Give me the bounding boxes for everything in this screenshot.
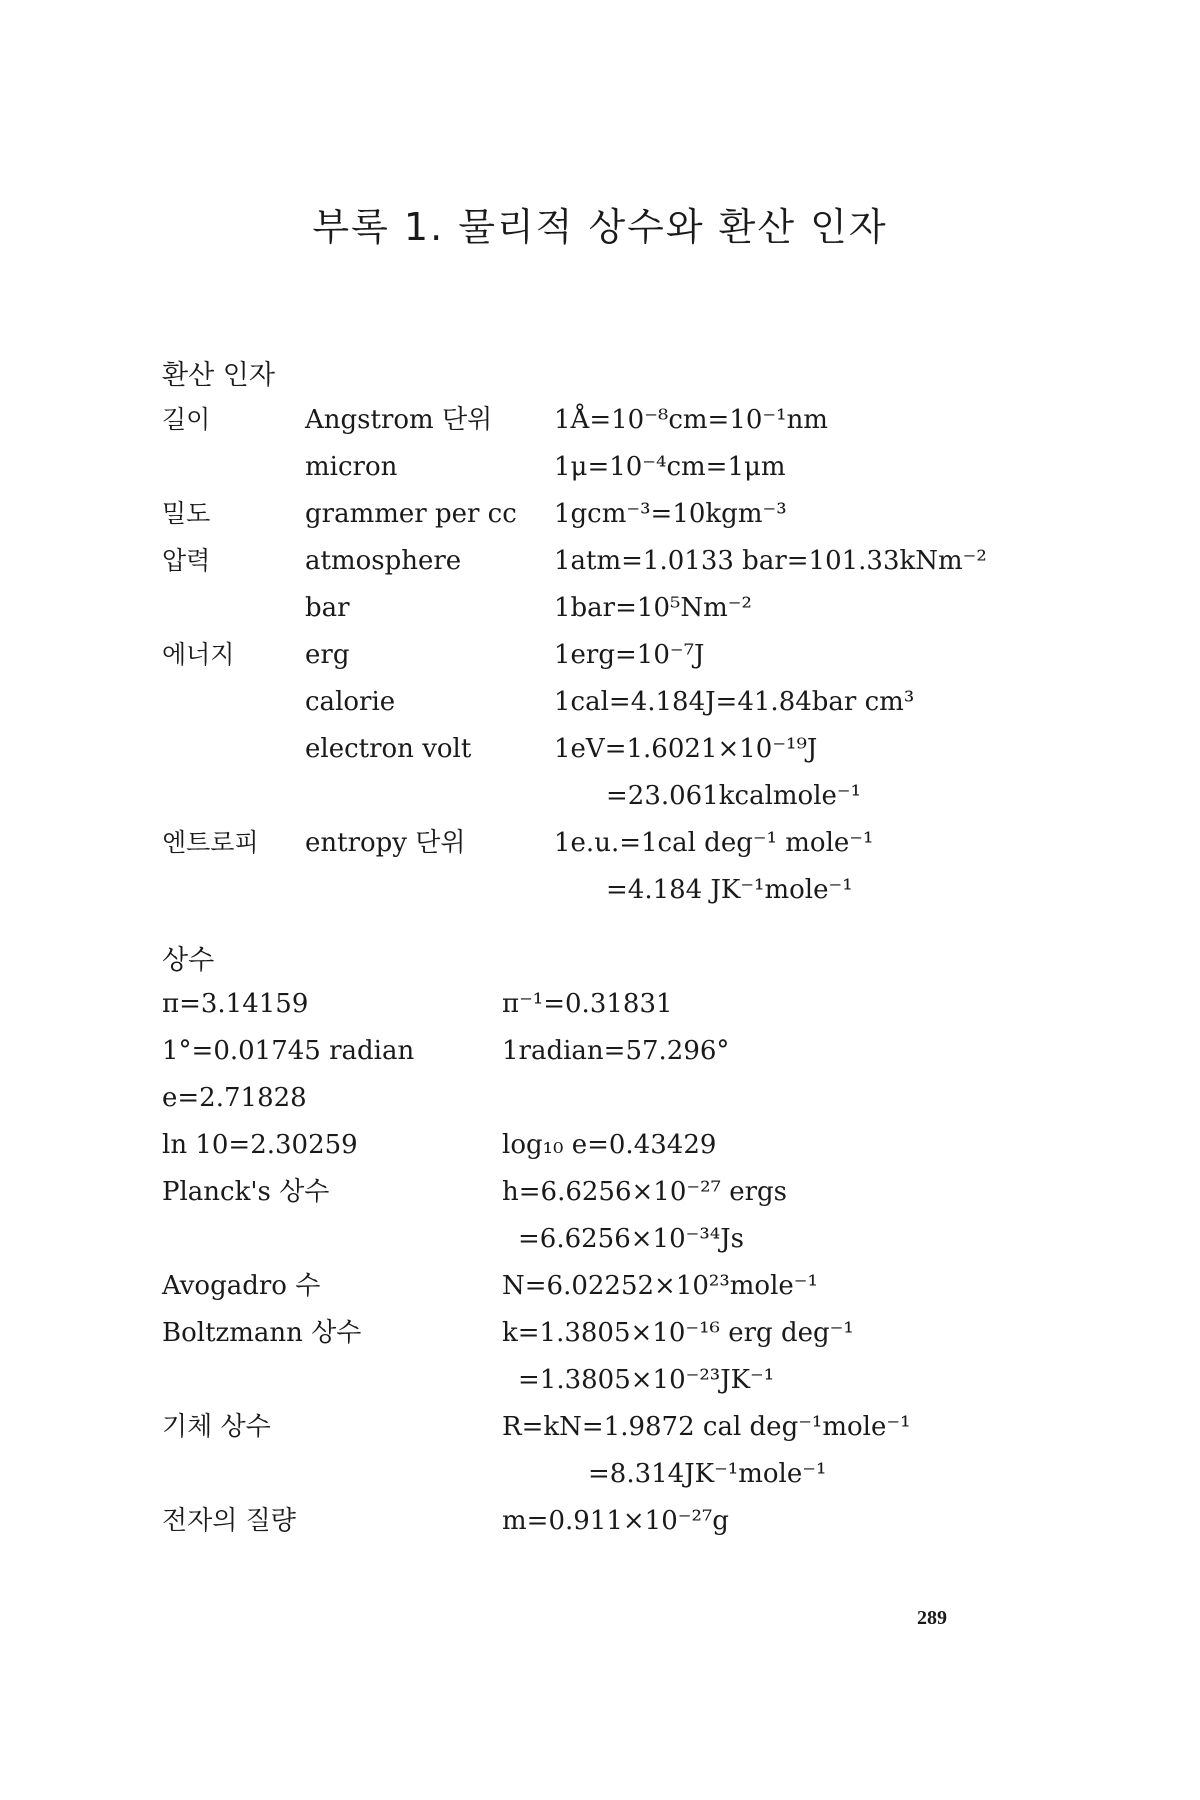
conversion-row [0,870,1200,910]
constant-name: Boltzmann 상수 [162,1318,362,1348]
constant-row [0,1313,1200,1353]
conversion-row [0,635,1200,675]
constant-name: 1°=0.01745 radian [162,1036,415,1066]
conversion-value: 1e.u.=1cal deg⁻¹ mole⁻¹ [554,828,874,858]
conversion-row [0,588,1200,628]
constant-row [0,1360,1200,1400]
conversion-row [0,776,1200,816]
constant-name: 전자의 질량 [162,1506,296,1536]
constant-value: N=6.02252×10²³mole⁻¹ [502,1271,818,1301]
conversion-row [0,400,1200,440]
conversion-value: 1cal=4.184J=41.84bar cm³ [554,687,915,717]
constant-value: k=1.3805×10⁻¹⁶ erg deg⁻¹ [502,1318,854,1348]
quantity-label: 압력 [162,546,211,575]
constant-value: =1.3805×10⁻²³JK⁻¹ [518,1365,775,1395]
constant-row [0,1454,1200,1494]
conversion-row [0,682,1200,722]
constant-row [0,1125,1200,1165]
unit-label: calorie [305,687,396,717]
page-title: 부록 1. 물리적 상수와 환산 인자 [312,205,888,249]
conversion-heading: 환산 인자 [162,360,275,391]
constant-value: R=kN=1.9872 cal deg⁻¹mole⁻¹ [502,1412,911,1442]
constant-value: h=6.6256×10⁻²⁷ ergs [502,1177,788,1207]
unit-label: entropy 단위 [305,828,466,858]
unit-label: grammer per cc [305,499,517,529]
conversion-value: 1Å=10⁻⁸cm=10⁻¹nm [554,405,828,435]
unit-label: Angstrom 단위 [305,405,493,435]
constant-name: π=3.14159 [162,989,309,1019]
constant-name: 기체 상수 [162,1412,271,1442]
conversion-value: 1bar=10⁵Nm⁻² [554,593,752,623]
conversion-row [0,447,1200,487]
quantity-label: 에너지 [162,640,235,669]
conversion-row [0,729,1200,769]
conversion-value: 1eV=1.6021×10⁻¹⁹J [554,734,818,764]
constants-heading: 상수 [162,945,215,976]
quantity-label: 밀도 [162,499,211,528]
conversion-value: 1atm=1.0133 bar=101.33kNm⁻² [554,546,987,576]
conversion-row [0,494,1200,534]
quantity-label: 길이 [162,405,211,434]
constant-value: =8.314JK⁻¹mole⁻¹ [588,1459,827,1489]
constant-row [0,1219,1200,1259]
constant-name: Avogadro 수 [162,1271,321,1301]
quantity-label: 엔트로피 [162,828,259,857]
unit-label: bar [305,593,350,623]
constant-name: Planck's 상수 [162,1177,330,1207]
constant-row [0,1407,1200,1447]
unit-label: micron [305,452,398,482]
constant-row [0,1172,1200,1212]
constant-name: ln 10=2.30259 [162,1130,358,1160]
unit-label: electron volt [305,734,472,764]
page-number: 289 [917,1607,947,1629]
conversion-value: =23.061kcalmole⁻¹ [606,781,862,811]
conversion-value: 1gcm⁻³=10kgm⁻³ [554,499,787,529]
conversion-value: 1μ=10⁻⁴cm=1μm [554,452,786,482]
unit-label: atmosphere [305,546,462,576]
constant-value: 1radian=57.296° [502,1036,730,1066]
unit-label: erg [305,640,350,670]
conversion-value: =4.184 JK⁻¹mole⁻¹ [606,875,853,905]
conversion-row [0,823,1200,863]
conversion-value: 1erg=10⁻⁷J [554,640,705,670]
constant-row [0,1078,1200,1118]
constant-value: π⁻¹=0.31831 [502,989,673,1019]
constant-row [0,1501,1200,1541]
constant-value: log₁₀ e=0.43429 [502,1130,717,1160]
constant-row [0,984,1200,1024]
constant-value: m=0.911×10⁻²⁷g [502,1506,729,1536]
constant-value: =6.6256×10⁻³⁴Js [518,1224,744,1254]
constant-name: e=2.71828 [162,1083,307,1113]
constant-row [0,1031,1200,1071]
constant-row [0,1266,1200,1306]
conversion-row [0,541,1200,581]
